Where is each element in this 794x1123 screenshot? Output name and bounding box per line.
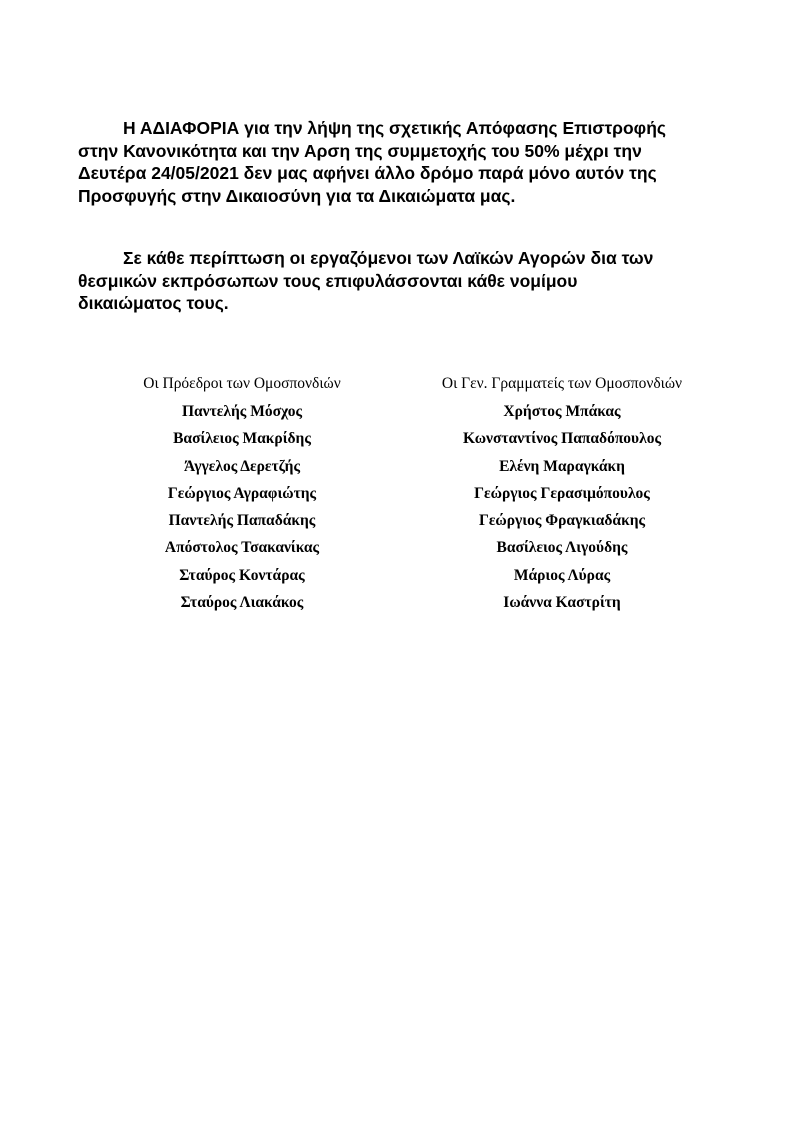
signatory-name: Μάριος Λύρας — [513, 566, 611, 584]
paragraph-line: Δευτέρα 24/05/2021 δεν μας αφήνει άλλο δρόμο παρά μόνο αυτόν της — [78, 163, 657, 183]
signatory-name: Σταύρος Κοντάρας — [179, 566, 305, 584]
signatory-name: Απόστολος Τσακανίκας — [164, 539, 320, 557]
signatures-header: Οι Γεν. Γραμματείς των Ομοσπονδιών — [441, 375, 683, 392]
paragraph-line: θεσμικών εκπρόσωπων τους επιφυλάσσονται κάθε νομίμου — [78, 270, 578, 291]
paragraph-line: Προσφυγής στην Δικαιοσύνη για τα Δικαιώματα μας. — [78, 185, 516, 206]
paragraph-line: δικαιώματος τους. — [78, 293, 229, 313]
signatory-name: Χρήστος Μπάκας — [503, 403, 621, 420]
signatory-name: Βασίλειος Λιγούδης — [496, 539, 628, 557]
signatory-name: Βασίλειος Μακρίδης — [173, 430, 311, 448]
signatory-name: Γεώργιος Φραγκιαδάκης — [478, 512, 646, 530]
signatory-name: Γεώργιος Αγραφιώτης — [167, 484, 317, 502]
paragraph-rights-reserved — [78, 247, 728, 315]
signatures-header: Οι Πρόεδροι των Ομοσπονδιών — [143, 375, 341, 392]
signatory-name: Άγγελος Δερετζής — [184, 457, 300, 475]
signatory-name: Παντελής Παπαδάκης — [168, 512, 316, 530]
signatory-name: Ιωάννα Καστρίτη — [503, 594, 621, 612]
signatory-name: Γεώργιος Γερασιμόπουλος — [474, 484, 650, 502]
signatures-general-secretaries — [397, 373, 727, 616]
paragraph-line: Σε κάθε περίπτωση οι εργαζόμενοι των Λαϊκών Αγορών δια των — [123, 248, 654, 268]
paragraph-line: στην Κανονικότητα και την Αρση της συμμετοχής του 50% μέχρι την — [78, 140, 642, 161]
signatory-name: Σταύρος Λιακάκος — [180, 594, 304, 612]
signatory-name: Κωνσταντίνος Παπαδόπουλος — [462, 430, 662, 448]
signatory-name: Ελένη Μαραγκάκη — [499, 457, 625, 475]
signatory-name: Παντελής Μόσχος — [181, 403, 303, 420]
signatures-presidents — [77, 373, 407, 616]
paragraph-indifference — [78, 117, 728, 207]
paragraph-line: Η ΑΔΙΑΦΟΡΙΑ για την λήψη της σχετικής Απόφασης Επιστροφής — [123, 118, 666, 138]
